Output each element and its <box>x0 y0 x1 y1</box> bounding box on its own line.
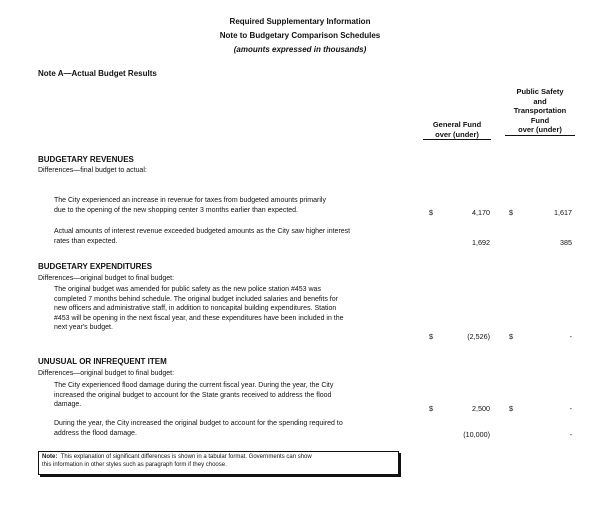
unusual-1-gf-value: 2,500 <box>472 404 490 413</box>
revenues-title: BUDGETARY REVENUES <box>38 155 134 164</box>
expenditure-1-gf-dollar: $ <box>429 332 433 341</box>
footnote-label: Note: <box>42 454 58 460</box>
unusual-subtitle: Differences—original budget to final budget: <box>38 370 175 377</box>
revenue-1-ps-value: 1,617 <box>554 208 572 217</box>
footnote-box <box>38 451 399 475</box>
expenditures-title: BUDGETARY EXPENDITURES <box>38 262 153 271</box>
note-heading: Note A—Actual Budget Results <box>38 69 157 78</box>
expenditure-1-gf-value: (2,526) <box>467 332 490 341</box>
public-safety-header: Public Safety and Transportation Fund over (under) <box>505 87 575 136</box>
report-title: Required Supplementary Information <box>229 17 371 26</box>
revenue-1-gf-value: 4,170 <box>472 208 490 217</box>
unusual-1-ps-value: - <box>569 404 572 413</box>
unusual-1-ps-dollar: $ <box>509 404 513 413</box>
revenue-item-1: The City experienced an increase in revenue for taxes from budgeted amounts primarily due to the opening of the new shopping center 3 months earlier than expected. <box>54 197 326 214</box>
unusual-2-ps-value: - <box>569 430 572 439</box>
unusual-title: UNUSUAL OR INFREQUENT ITEM <box>38 357 167 366</box>
revenue-1-gf-dollar: $ <box>429 208 433 217</box>
footnote-line-1: This explanation of significant differences is shown in a tabular format. Governments can show <box>60 454 312 460</box>
general-fund-header: General Fund over (under) <box>423 120 491 140</box>
report-units: (amounts expressed in thousands) <box>233 45 367 54</box>
unusual-item-2: During the year, the City increased the original budget to account for the spending required to address the flood damage. <box>54 420 343 437</box>
expenditure-item-1: The original budget was amended for public safety as the new police station #453 was completed 7 months behind schedule. The original budget included salaries and benefits for new officers and administrative staff, in addition to noncapital building expenditures. Station #453 will be opening in the next fiscal year, and these expenditures have been included in the next year's budget. <box>54 286 344 331</box>
footnote-line-2: this information in other styles such as paragraph form if they choose. <box>42 462 227 468</box>
expenditures-subtitle: Differences—original budget to final budget: <box>38 275 175 282</box>
expenditure-1-ps-dollar: $ <box>509 332 513 341</box>
unusual-2-gf-value: (10,000) <box>463 430 490 439</box>
report-subtitle: Note to Budgetary Comparison Schedules <box>219 31 381 40</box>
expenditure-1-ps-value: - <box>569 332 572 341</box>
unusual-item-1: The City experienced flood damage during the current fiscal year. During the year, the City increased the original budget to account for the State grants received to address the flood damage. <box>54 382 334 408</box>
revenue-1-ps-dollar: $ <box>509 208 513 217</box>
unusual-1-gf-dollar: $ <box>429 404 433 413</box>
revenue-2-ps-value: 385 <box>560 238 572 247</box>
revenue-item-2: Actual amounts of interest revenue exceeded budgeted amounts as the City saw higher interest rates than expected. <box>54 228 351 245</box>
revenue-2-gf-value: 1,692 <box>472 238 490 247</box>
revenues-subtitle: Differences—final budget to actual: <box>38 167 147 174</box>
